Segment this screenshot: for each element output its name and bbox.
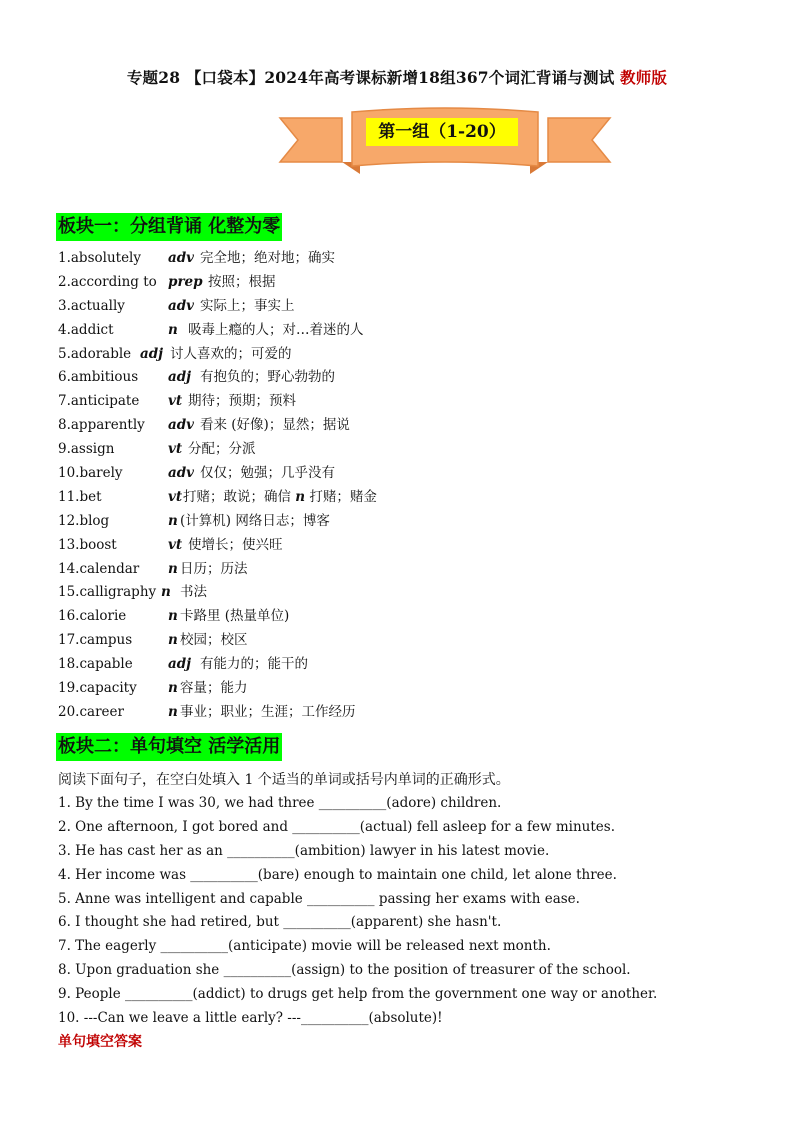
vocab-list [58,247,758,725]
title-edition: 教师版 [620,68,668,87]
vocab-pos: vt [168,441,183,458]
vocab-item [58,319,758,343]
vocab-meaning: 完全地；绝对地；确实 [200,250,335,266]
vocab-pos: vt [168,393,183,410]
section-two-heading: 板块二：单句填空 活学活用 [56,733,282,761]
vocab-meaning: 看来 (好像)；显然；据说 [200,417,350,434]
vocab-item [58,581,758,605]
vocab-item [58,295,758,319]
vocab-pos: adj [168,656,192,673]
vocab-pos: adv [168,417,195,434]
vocab-meaning: 吸毒上瘾的人；对…着迷的人 [188,321,364,338]
vocab-item [58,534,758,558]
vocab-pos: adv [168,465,195,482]
title-main: 专题28 【口袋本】2024年高考课标新增18组367个词汇背诵与测试 [126,68,615,87]
vocab-word: 6.ambitious [58,369,139,386]
vocab-item [58,271,758,295]
vocab-word: 2.according to [58,273,157,290]
vocab-meaning: 校园；校区 [180,632,248,649]
vocab-meaning: 书法 [180,584,207,601]
sentence-item: 4. Her income was __________(bare) enough to maintain one child, let alone three. [58,866,617,883]
vocab-meaning: 按照；根据 [208,273,276,290]
vocab-meaning: 有能力的；能干的 [200,656,308,673]
vocab-item [58,486,758,510]
vocab-item [58,247,758,271]
vocab-word: 15.calligraphy [58,584,157,601]
vocab-item [58,390,758,414]
vocab-meaning-2: 打赌；赌金 [309,488,377,505]
vocab-word: 19.capacity [58,680,137,697]
vocab-meaning: 讨人喜欢的；可爱的 [170,345,292,362]
vocab-word: 17.campus [58,632,133,649]
vocab-item [58,462,758,486]
sentence-item: 6. I thought she had retired, but __________(apparent) she hasn't. [58,914,502,931]
sentence-item: 10. ---Can we leave a little early? ---__________(absolute)! [58,1010,443,1027]
vocab-meaning: 分配；分派 [188,441,256,458]
vocab-word: 1.absolutely [58,250,141,266]
vocab-word: 16.calorie [58,608,127,625]
vocab-word: 11.bet [58,488,102,505]
vocab-item [58,677,758,701]
section-one-heading: 板块一：分组背诵 化整为零 [56,213,282,241]
answer-heading: 单句填空答案 [58,1034,142,1050]
vocab-word: 13.boost [58,536,117,553]
vocab-word: 12.blog [58,512,110,529]
vocab-word: 18.capable [58,656,133,673]
vocab-meaning: (计算机) 网络日志；博客 [180,512,330,529]
vocab-item [58,558,758,582]
vocab-item [58,366,758,390]
vocab-item [58,510,758,534]
sentence-item: 1. By the time I was 30, we had three __________(adore) children. [58,795,502,811]
vocab-pos: n [168,632,178,649]
vocab-meaning: 容量；能力 [180,680,248,697]
vocab-word: 4.addict [58,321,114,338]
vocab-meaning: 事业；职业；生涯；工作经历 [180,703,356,720]
vocab-word: 5.adorable [58,345,132,362]
vocab-pos: n [168,680,178,697]
vocab-pos: adv [168,297,195,314]
vocab-pos-2: n [295,488,306,505]
sentence-list [58,792,758,1031]
vocab-pos: adj [168,369,192,386]
exercise-instruction: 阅读下面句子，在空白处填入 1 个适当的单词或括号内单词的正确形式。 [58,772,510,788]
sentence-item: 5. Anne was intelligent and capable __________ passing her exams with ease. [58,890,580,907]
vocab-meaning: 日历；历法 [180,560,248,577]
vocab-pos: n [168,321,178,338]
vocab-pos: prep [168,273,203,290]
vocab-pos: n [168,608,178,625]
sentence-item: 2. One afternoon, I got bored and __________(actual) fell asleep for a few minutes. [58,818,616,835]
vocab-meaning-1: 打赌；敢说；确信 [183,488,296,505]
vocab-meaning: 卡路里 (热量单位) [180,608,290,625]
vocab-pos: vt [168,488,183,505]
vocab-word: 8.apparently [58,417,145,434]
vocab-meaning: 实际上；事实上 [200,297,295,314]
vocab-pos: n [168,512,178,529]
vocab-meaning: 期待；预期；预料 [188,393,296,410]
vocab-word: 9.assign [58,441,115,458]
vocab-pos: adv [168,250,195,266]
vocab-pos: adj [140,345,164,362]
sentence-item: 8. Upon graduation she __________(assign) to the position of treasurer of the school. [58,962,631,979]
vocab-item [58,629,758,653]
vocab-pos: n [161,584,171,601]
vocab-pos: n [168,560,178,577]
sentence-item: 9. People __________(addict) to drugs get help from the government one way or another. [58,986,658,1003]
sentence-item: 7. The eagerly __________(anticipate) movie will be released next month. [58,938,551,955]
vocab-word: 14.calendar [58,560,140,577]
vocab-item [58,438,758,462]
vocab-meaning: 仅仅；勉强；几乎没有 [200,465,335,482]
vocab-pos: n [168,703,178,720]
vocab-item [58,701,758,725]
vocab-word: 7.anticipate [58,393,140,410]
vocab-word: 3.actually [58,297,125,314]
vocab-item [58,653,758,677]
vocab-meaning: 有抱负的；野心勃勃的 [200,369,335,386]
vocab-item [58,414,758,438]
vocab-meaning [183,486,377,510]
group-label: 第一组（1-20） [366,118,518,146]
sentence-item: 3. He has cast her as an __________(ambition) lawyer in his latest movie. [58,842,550,859]
vocab-meaning: 使增长；使兴旺 [188,536,283,553]
vocab-item [58,605,758,629]
vocab-word: 20.career [58,703,124,720]
document-title [0,66,794,88]
vocab-pos: vt [168,536,183,553]
vocab-word: 10.barely [58,465,123,482]
vocab-item [58,343,758,367]
